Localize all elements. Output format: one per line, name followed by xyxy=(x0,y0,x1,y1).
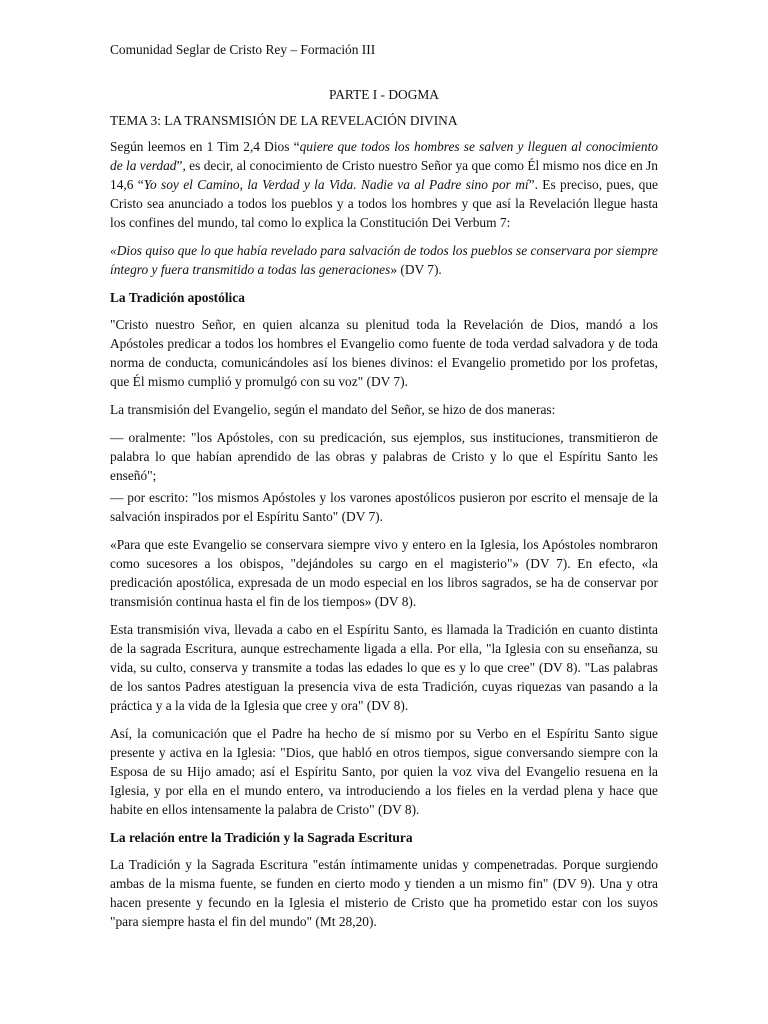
tema-title: TEMA 3: LA TRANSMISIÓN DE LA REVELACIÓN DIVINA xyxy=(110,113,458,128)
paragraph: Esta transmisión viva, llevada a cabo en el Espíritu Santo, es llamada la Tradición en cuanto distinta de la sagrada Escritura, aunque estrechamente ligada a ella. Por ella, "la Iglesia con su enseñanza, su vida, su culto, conserva y transmite a todas las edades lo que es y lo que cree" (DV 8). "Las palabras de los santos Padres atestiguan la presencia viva de esta Tradición, cuyas riquezas van pasando a la práctica y a la vida de la Iglesia que cree y ora" (DV 8). xyxy=(110,622,658,713)
part-title: PARTE I - DOGMA xyxy=(329,87,439,102)
intro-text-2: ”, es decir, al conocimiento de Cristo nuestro Señor ya que como Él mismo nos dice en Jn 14,6 “ xyxy=(110,158,659,192)
paragraph-por-escrito: — por escrito: "los mismos Apóstoles y los varones apostólicos pusieron por escrito el mensaje de la salvación inspirados por el Espíritu Santo" (DV 7). xyxy=(110,490,658,524)
intro-quote-2: Yo soy el Camino, la Verdad y la Vida. Nadie va al Padre sino por mí xyxy=(143,177,529,192)
section-heading-relacion: La relación entre la Tradición y la Sagrada Escritura xyxy=(110,830,413,845)
dv7-quote: «Dios quiso que lo que había revelado para salvación de todos los pueblos se conservara por siempre íntegro y fuera transmitido a todas las generaciones xyxy=(110,243,658,277)
page-header: Comunidad Seglar de Cristo Rey – Formación III xyxy=(110,42,376,57)
dv7-citation: » (DV 7). xyxy=(390,262,442,277)
intro-text-3: ”. Es preciso, pues, que Cristo sea anunciado a todos los pueblos y a todos los hombres y que así la Revelación llegue hasta los confines del mundo, tal como lo explica la Constitución Dei Verbum 7: xyxy=(110,177,658,230)
section-heading-tradicion: La Tradición apostólica xyxy=(110,290,245,305)
paragraph: Así, la comunicación que el Padre ha hecho de sí mismo por su Verbo en el Espíritu Santo sigue presente y activa en la Iglesia: "Dios, que habló en otros tiempos, sigue conversando siempre con la Esposa de su Hijo amado; así el Espíritu Santo, por quien la voz viva del Evangelio resuena en la Iglesia, y por ella en el mundo entero, va introduciendo a los fieles en la verdad plena y hace que habite en ellos intensamente la palabra de Cristo" (DV 8). xyxy=(110,726,658,817)
intro-quote-1: quiere que todos los hombres se salven y lleguen al conocimiento de la verdad xyxy=(110,139,658,173)
intro-text-1: Según leemos en 1 Tim 2,4 Dios “ xyxy=(110,139,300,154)
paragraph: «Para que este Evangelio se conservara siempre vivo y entero en la Iglesia, los Apóstoles nombraron como sucesores a los obispos, "dejándoles su cargo en el magisterio"» (DV 7). En efecto, «la predicación apostólica, expresada de un modo especial en los libros sagrados, se ha de conservar por transmisión continua hasta el fin de los tiempos» (DV 8). xyxy=(110,537,658,609)
dv7-quote-paragraph xyxy=(110,241,658,279)
paragraph: "Cristo nuestro Señor, en quien alcanza su plenitud toda la Revelación de Dios, mandó a los Apóstoles predicar a todos los hombres el Evangelio como fuente de toda verdad salvadora y de toda norma de conducta, comunicándoles así los bienes divinos: el Evangelio prometido por los profetas, que Él mismo cumplió y promulgó con su voz" (DV 7). xyxy=(110,317,658,389)
paragraph-oralmente: — oralmente: "los Apóstoles, con su predicación, sus ejemplos, sus instituciones, transmitieron de palabra lo que habían aprendido de las obras y palabras de Cristo y lo que el Espíritu Santo les enseñó"; xyxy=(110,430,658,483)
paragraph: La Tradición y la Sagrada Escritura "están íntimamente unidas y compenetradas. Porque surgiendo ambas de la misma fuente, se funden en cierto modo y tienden a un mismo fin" (DV 9). Una y otra hacen presente y fecundo en la Iglesia el misterio de Cristo que ha prometido estar con los suyos "para siempre hasta el fin del mundo" (Mt 28,20). xyxy=(110,857,658,929)
intro-paragraph xyxy=(110,137,658,232)
document-body xyxy=(110,85,658,940)
paragraph: La transmisión del Evangelio, según el mandato del Señor, se hizo de dos maneras: xyxy=(110,402,556,417)
